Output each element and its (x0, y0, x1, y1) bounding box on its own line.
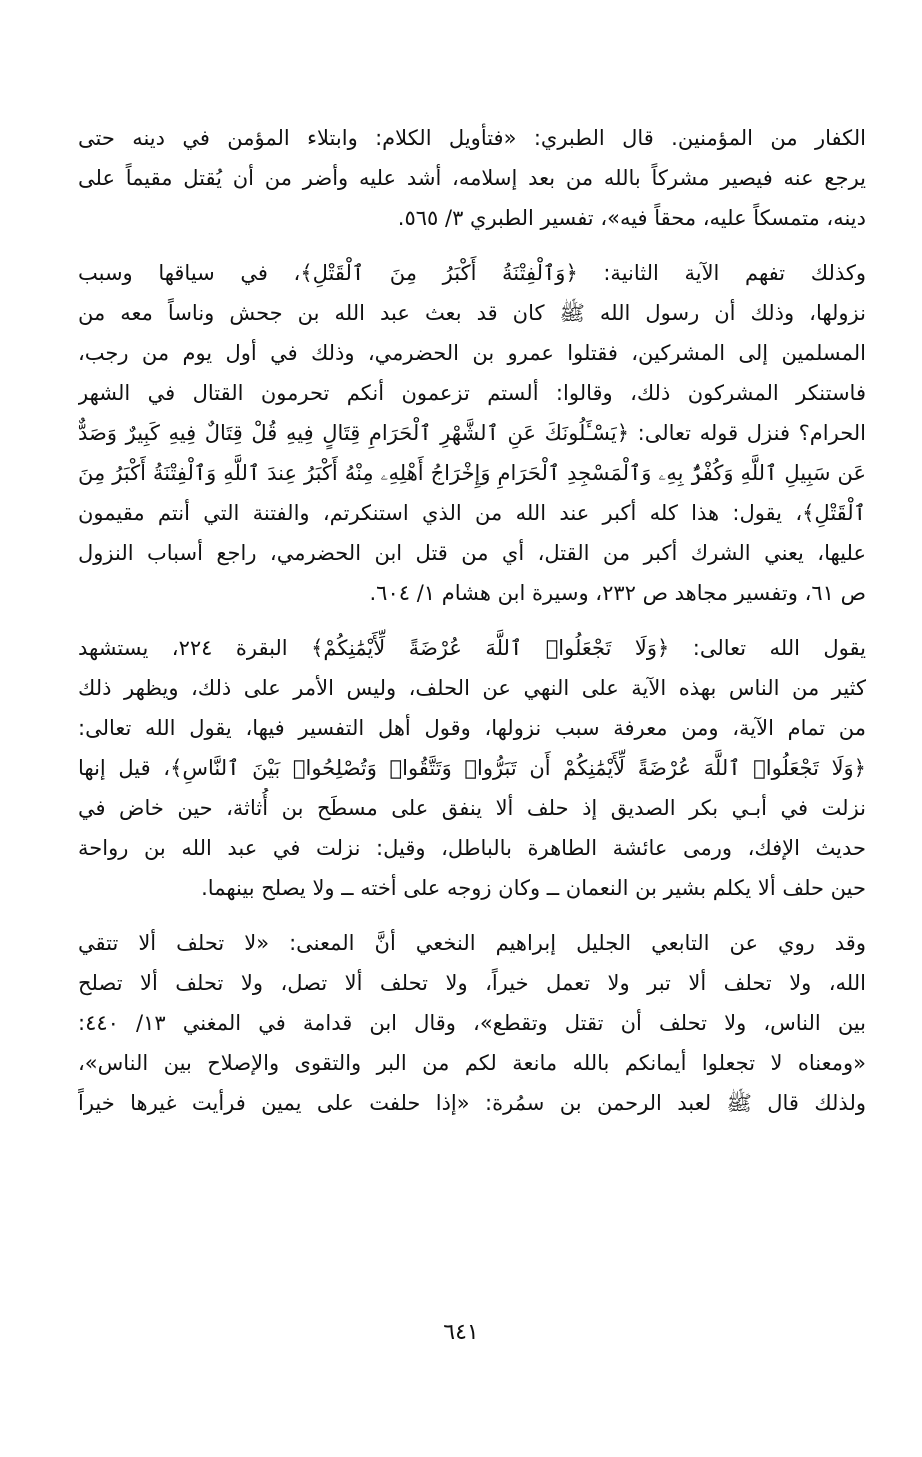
text-line: دينه، متمسكاً عليه، محقاً فيه»، تفسير الطبري ٣/ ٥٦٥. (397, 206, 866, 230)
quran-quote-line: عَن سَبِيلِ ٱللَّهِ وَكُفْرٌۢ بِهِۦ وَٱلْمَسْجِدِ ٱلْحَرَامِ وَإِخْرَاجُ أَهْلِهِۦ مِنْهُ أَكْبَرُ عِندَ ٱللَّهِ وَٱلْفِتْنَةُ أَكْبَرُ مِنَ (78, 461, 866, 485)
text-line: ص ٦١، وتفسير مجاهد ص ٢٣٢، وسيرة ابن هشام ١/ ٦٠٤. (369, 581, 866, 605)
page-body (78, 118, 866, 1418)
text-line: عليها، يعني الشرك أكبر من القتل، أي من قتل ابن الحضرمي، راجع أسباب النزول (78, 541, 866, 565)
paragraph-1 (78, 118, 866, 238)
text-line: فاستنكر المشركون ذلك، وقالوا: ألستم تزعمون أنكم تحرمون القتال في الشهر (78, 381, 866, 405)
text-line: المسلمين إلى المشركين، فقتلوا عمرو بن الحضرمي، وذلك في أول يوم من رجب، (78, 341, 866, 365)
paragraph-2 (78, 253, 866, 613)
text-line: من تمام الآية، ومن معرفة سبب نزولها، وقول أهل التفسير فيها، يقول الله تعالى: (78, 716, 866, 740)
text-line: الله، ولا تحلف ألا تبر ولا تعمل خيراً، ولا تحلف ألا تصل، ولا تحلف ألا تصلح (78, 971, 866, 995)
text-line: نزلت في أبـي بكر الصديق إذ حلف ألا ينفق على مسطَح بن أُثاثة، حين خاض في (78, 796, 866, 820)
paragraph-4 (78, 923, 866, 1123)
paragraph-3 (78, 628, 866, 908)
quran-quote-line: ﴿وَلَا تَجْعَلُوا۟ ٱللَّهَ عُرْضَةً لِّأَيْمَٰنِكُمْ أَن تَبَرُّوا۟ وَتَتَّقُوا۟ وَتُصْلِحُوا۟ بَيْنَ ٱلنَّاسِ﴾، قيل إنها (78, 756, 866, 780)
page-number: ٦٤١ (443, 1320, 479, 1345)
text-line: ٱلْقَتْلِ﴾، يقول: هذا كله أكبر عند الله من الذي استنكرتم، والفتنة التي أنتم مقيمون (78, 501, 866, 525)
text-line: حديث الإفك، ورمى عائشة الطاهرة بالباطل، وقيل: نزلت في عبد الله بن رواحة (78, 836, 866, 860)
text-line: ولذلك قال ﷺ لعبد الرحمن بن سمُرة: «إذا حلفت على يمين فرأيت غيرها خيراً (78, 1091, 866, 1115)
text-line: «ومعناه لا تجعلوا أيمانكم بالله مانعة لكم من البر والتقوى والإصلاح بين الناس»، (78, 1051, 866, 1075)
text-line: كثير من الناس بهذه الآية على النهي عن الحلف، وليس الأمر على ذلك، ويظهر ذلك (78, 676, 866, 700)
text-line: الكفار من المؤمنين. قال الطبري: «فتأويل الكلام: وابتلاء المؤمن في دينه حتى (78, 126, 866, 150)
text-line: يرجع عنه فيصير مشركاً بالله من بعد إسلامه، أشد عليه وأضر من أن يُقتل مقيماً على (78, 166, 866, 190)
text-line: يقول الله تعالى: ﴿وَلَا تَجْعَلُوا۟ ٱللَّهَ عُرْضَةً لِّأَيْمَٰنِكُمْ﴾ البقرة ٢٢٤، يستشهد (78, 636, 866, 660)
text-line: وكذلك تفهم الآية الثانية: ﴿وَٱلْفِتْنَةُ أَكْبَرُ مِنَ ٱلْقَتْلِ﴾، في سياقها وسبب (78, 261, 866, 285)
text-line: حين حلف ألا يكلم بشير بن النعمان ــ وكان زوجه على أخته ــ ولا يصلح بينهما. (201, 876, 866, 900)
text-line: وقد روي عن التابعي الجليل إبراهيم النخعي أنَّ المعنى: «لا تحلف ألا تتقي (78, 931, 866, 955)
quran-quote-line: الحرام؟ فنزل قوله تعالى: ﴿يَسْـَٔلُونَكَ عَنِ ٱلشَّهْرِ ٱلْحَرَامِ قِتَالٍ فِيهِ قُلْ قِتَالٌ فِيهِ كَبِيرٌ وَصَدٌّ (78, 421, 866, 445)
text-line: بين الناس، ولا تحلف أن تقتل وتقطع»، وقال ابن قدامة في المغني ١٣/ ٤٤٠: (78, 1011, 866, 1035)
text-line: نزولها، وذلك أن رسول الله ﷺ كان قد بعث عبد الله بن جحش وناساً معه من (78, 301, 866, 325)
